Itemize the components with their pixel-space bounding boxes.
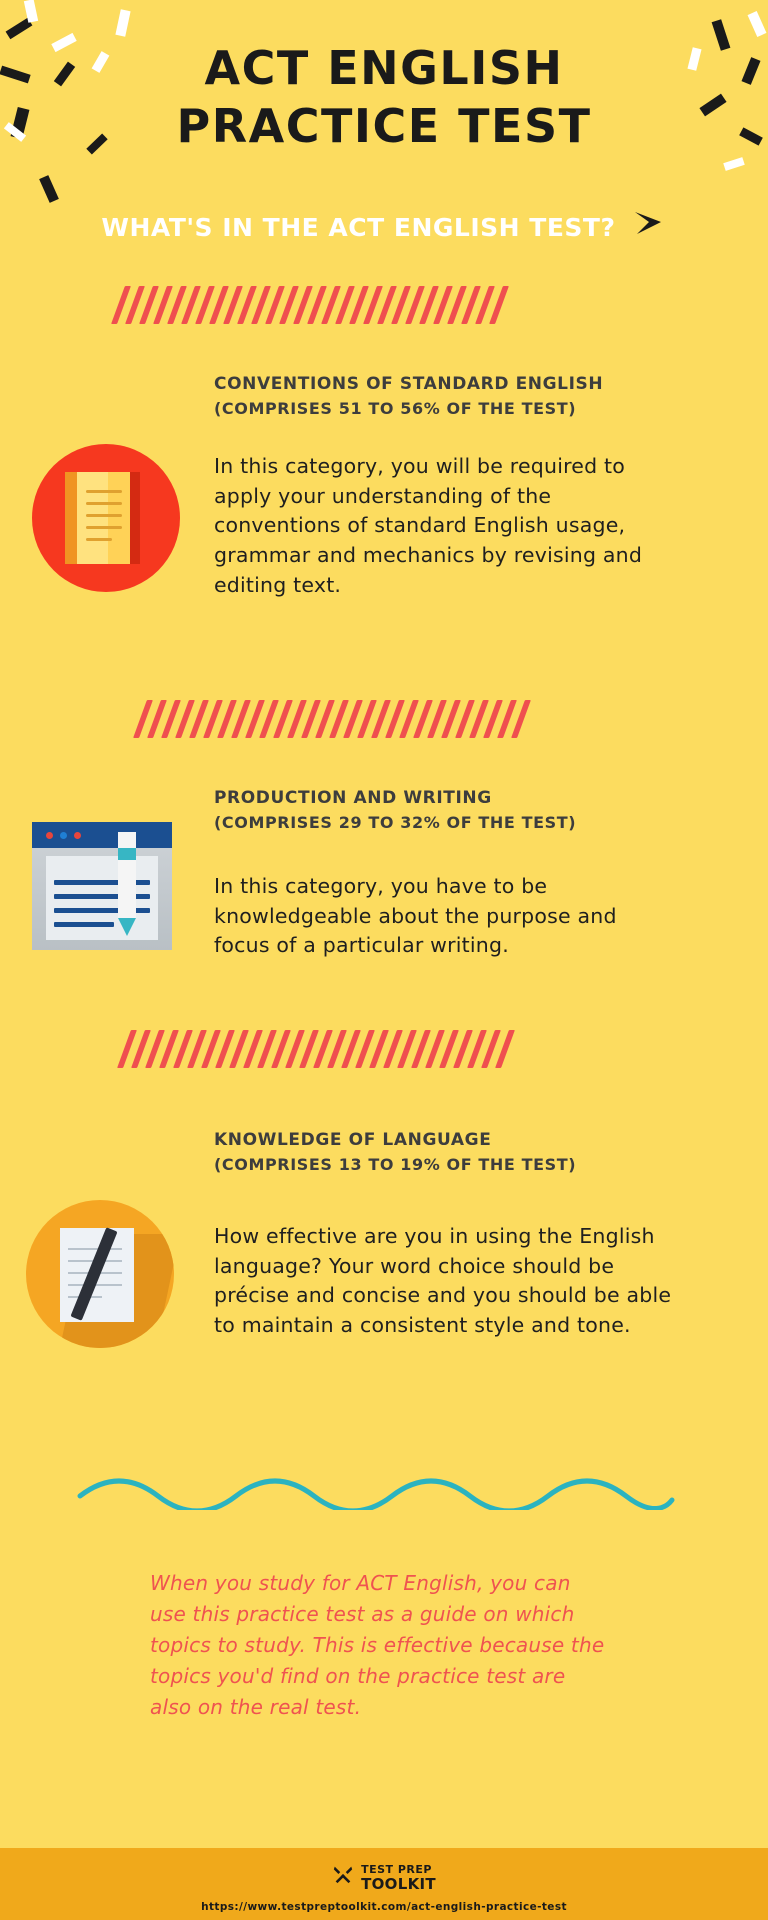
logo [0, 1860, 768, 1892]
section-2-heading-main: PRODUCTION AND WRITING [214, 788, 492, 808]
section-1-heading [214, 372, 684, 421]
slash-divider-3 [124, 1030, 508, 1068]
section-1-body: In this category, you will be required to apply your understanding of the conventions of standard English usage, grammar and mechanics by revising and editing text. [214, 454, 643, 597]
title-line-2: PRACTICE TEST [176, 98, 592, 153]
footer-url[interactable]: https://www.testpreptoolkit.com/act-english-practice-test [201, 1901, 567, 1913]
section-1-heading-main: CONVENTIONS OF STANDARD ENGLISH [214, 374, 604, 394]
subtitle-row [0, 212, 768, 242]
logo-bottom-line: TOOLKIT [361, 1875, 436, 1893]
logo-text [361, 1860, 436, 1892]
paper-pen-icon [26, 1200, 174, 1348]
slash-divider-1 [118, 286, 502, 324]
section-2-subheading: (COMPRISES 29 TO 32% OF THE TEST) [214, 812, 577, 832]
title-line-1: ACT ENGLISH [204, 41, 564, 95]
slash-divider-2 [140, 700, 524, 738]
logo-top-line: TEST PREP [361, 1863, 432, 1876]
arrow-right-icon [631, 210, 667, 240]
section-3-body: How effective are you in using the English language? Your word choice should be précise and concise and you should be able to maintain a consistent style and tone. [214, 1224, 672, 1338]
tools-icon [332, 1863, 354, 1889]
page-title [0, 40, 768, 155]
closing-quote: When you study for ACT English, you can use this practice test as a guide on which topics to study. This is effective because the topics you'd find on the practice test are also on the real test. [150, 1571, 605, 1719]
subtitle-text: WHAT'S IN THE ACT ENGLISH TEST? [101, 212, 616, 242]
footer [0, 1848, 768, 1920]
section-3-heading [214, 1128, 684, 1177]
notebook-icon [32, 444, 180, 592]
section-1-subheading: (COMPRISES 51 TO 56% OF THE TEST) [214, 398, 577, 418]
section-3-subheading: (COMPRISES 13 TO 19% OF THE TEST) [214, 1154, 577, 1174]
section-2-heading [214, 786, 684, 835]
section-2-body: In this category, you have to be knowledgeable about the purpose and focus of a particular writing. [214, 874, 617, 958]
wave-divider [76, 1474, 676, 1514]
section-3-heading-main: KNOWLEDGE OF LANGUAGE [214, 1130, 492, 1150]
